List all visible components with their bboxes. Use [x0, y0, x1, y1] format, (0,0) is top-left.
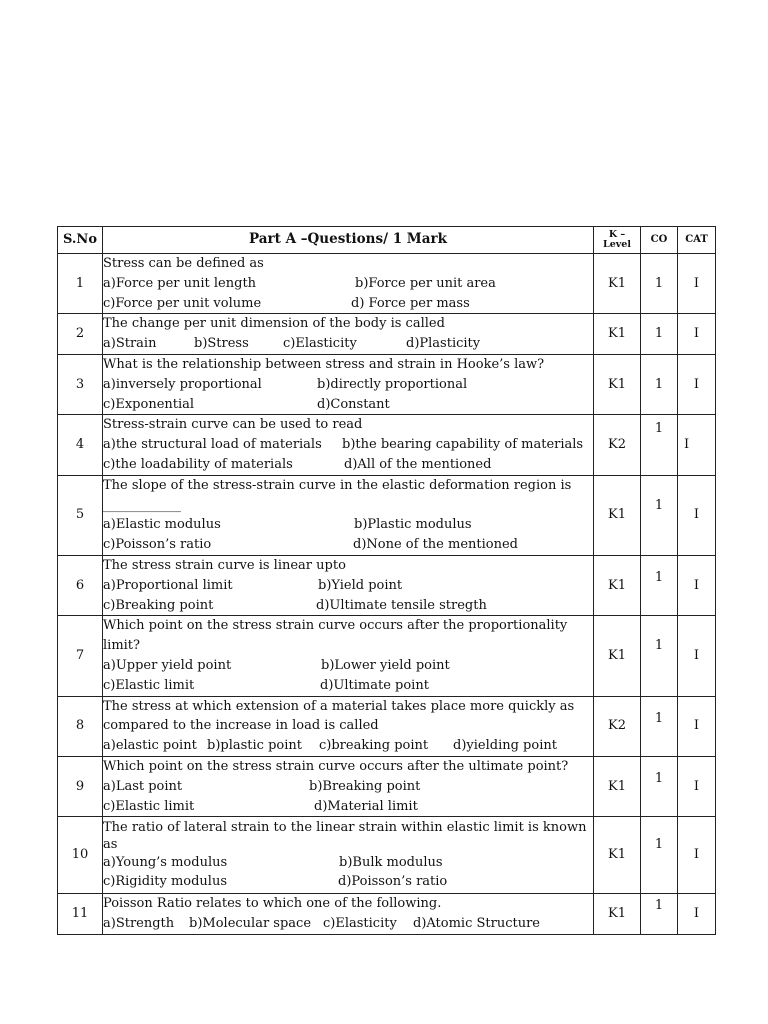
option-line [103, 576, 593, 596]
row-sno: 8 [58, 696, 103, 756]
header-sno: S.No [58, 227, 103, 254]
question-text: The slope of the stress-strain curve in the elastic deformation region is ____________ [103, 477, 572, 513]
option-d: d)None of the mentioned [353, 537, 518, 553]
row-k-level: K1 [594, 314, 641, 355]
row-cat: I [678, 756, 716, 816]
option-a: a)Proportional limit [103, 577, 233, 593]
option-b: b)directly proportional [317, 376, 468, 392]
row-co: 1 [641, 555, 678, 615]
row-cat: I [678, 616, 716, 696]
option-d: d)Plasticity [406, 336, 481, 352]
table-row [58, 475, 716, 555]
row-co: 1 [641, 756, 678, 816]
option-a: a)Upper yield point [103, 657, 232, 673]
table-row [58, 354, 716, 414]
row-cat: I [678, 415, 716, 475]
question-text: Stress can be defined as [103, 256, 264, 271]
option-d: d) Force per mass [351, 295, 470, 311]
option-a: a)Last point [103, 778, 183, 794]
row-co: 1 [641, 254, 678, 314]
option-line [103, 375, 593, 395]
row-k-level: K1 [594, 817, 641, 894]
option-d: d)yielding point [453, 738, 557, 754]
row-question-cell [103, 756, 594, 816]
option-line [103, 395, 593, 415]
table-row [58, 415, 716, 475]
question-text: The change per unit dimension of the body is called [103, 316, 445, 332]
row-k-level: K1 [594, 894, 641, 935]
row-question-cell [103, 616, 594, 696]
option-c: c)breaking point [319, 738, 429, 754]
option-line [103, 455, 593, 475]
option-line [103, 736, 593, 756]
option-c: c)Exponential [103, 396, 195, 412]
row-cat: I [678, 254, 716, 314]
row-sno: 9 [58, 756, 103, 816]
row-co: 1 [641, 817, 678, 894]
row-co: 1 [641, 415, 678, 475]
option-c: c)Elastic limit [103, 798, 195, 814]
option-a: a)Young’s modulus [103, 854, 228, 870]
row-cat: I [678, 354, 716, 414]
option-line [103, 853, 593, 873]
question-text: Stress-strain curve can be used to read [103, 417, 363, 433]
row-sno: 2 [58, 314, 103, 355]
row-question-cell [103, 817, 594, 894]
question-text: What is the relationship between stress and strain in Hooke’s law? [103, 356, 545, 372]
row-cat: I [678, 475, 716, 555]
option-b: b)Breaking point [309, 778, 421, 794]
row-cat: I [678, 555, 716, 615]
table-row [58, 696, 716, 756]
option-c: c)Force per unit volume [103, 295, 262, 311]
option-b: b)Stress [194, 336, 249, 352]
row-k-level: K2 [594, 696, 641, 756]
row-sno: 1 [58, 254, 103, 314]
option-d: d)Ultimate point [320, 677, 429, 693]
table-row [58, 817, 716, 894]
row-sno: 4 [58, 415, 103, 475]
question-text: Which point on the stress strain curve occurs after the ultimate point? [103, 758, 569, 774]
option-b: b)the bearing capability of materials [342, 437, 584, 453]
option-a: a)elastic point [103, 738, 197, 754]
question-text: The stress strain curve is linear upto [103, 557, 346, 573]
option-b: b)Bulk modulus [339, 854, 443, 870]
row-co: 1 [641, 894, 678, 935]
row-k-level: K2 [594, 415, 641, 475]
option-line [103, 515, 593, 535]
option-line [103, 872, 593, 892]
table-row [58, 555, 716, 615]
option-line [103, 274, 593, 294]
row-cat: I [678, 696, 716, 756]
option-d: d)Constant [317, 396, 390, 412]
option-a: a)Force per unit length [103, 275, 257, 291]
option-c: c)Elasticity [283, 336, 357, 352]
row-question-cell [103, 894, 594, 935]
row-question-cell [103, 696, 594, 756]
row-sno: 7 [58, 616, 103, 696]
option-a: a)Strain [103, 336, 157, 352]
row-question-cell [103, 415, 594, 475]
table-row [58, 756, 716, 816]
option-b: b)Yield point [318, 577, 403, 593]
option-d: d)All of the mentioned [344, 456, 492, 472]
row-co: 1 [641, 475, 678, 555]
option-d: d)Atomic Structure [413, 916, 541, 932]
option-line [103, 334, 593, 354]
option-b: b)Force per unit area [355, 275, 496, 291]
option-c: c)Breaking point [103, 597, 214, 613]
row-k-level: K1 [594, 475, 641, 555]
header-co: CO [641, 227, 678, 254]
row-cat: I [678, 314, 716, 355]
option-line [103, 435, 593, 455]
row-co: 1 [641, 314, 678, 355]
row-question-cell [103, 354, 594, 414]
question-text: Poisson Ratio relates to which one of the following. [103, 896, 442, 912]
option-d: d)Poisson’s ratio [338, 874, 448, 890]
option-line [103, 656, 593, 676]
option-c: c)Elasticity [323, 916, 397, 932]
row-question-cell [103, 314, 594, 355]
table-row [58, 314, 716, 355]
option-d: d)Material limit [314, 798, 418, 814]
option-line [103, 596, 593, 616]
option-line [103, 797, 593, 817]
option-line [103, 676, 593, 696]
row-sno: 5 [58, 475, 103, 555]
row-sno: 6 [58, 555, 103, 615]
header-k-level-line2: Level [603, 239, 631, 250]
table-header-row [58, 227, 716, 254]
row-sno: 3 [58, 354, 103, 414]
option-b: b)Molecular space [189, 916, 312, 932]
table-row [58, 894, 716, 935]
row-cat: I [678, 894, 716, 935]
option-line [103, 777, 593, 797]
option-a: a)Elastic modulus [103, 517, 221, 533]
header-k-level-line1: K – [608, 229, 626, 240]
row-k-level: K1 [594, 354, 641, 414]
row-sno: 10 [58, 817, 103, 894]
row-k-level: K1 [594, 254, 641, 314]
option-line [103, 294, 593, 314]
option-line [103, 535, 593, 555]
option-c: c)Poisson’s ratio [103, 537, 212, 553]
question-text: Which point on the stress strain curve occurs after the proportionality limit? [103, 618, 568, 654]
header-question: Part A –Questions/ 1 Mark [103, 227, 594, 254]
option-a: a)the structural load of materials [103, 437, 322, 453]
row-co: 1 [641, 616, 678, 696]
header-cat: CAT [678, 227, 716, 254]
table-row [58, 616, 716, 696]
option-line [103, 914, 593, 934]
row-cat: I [678, 817, 716, 894]
row-co: 1 [641, 696, 678, 756]
option-a: a)inversely proportional [103, 376, 262, 392]
option-b: b)plastic point [207, 738, 302, 754]
option-b: b)Plastic modulus [354, 517, 472, 533]
table-row [58, 254, 716, 314]
option-c: c)Elastic limit [103, 677, 195, 693]
question-table [57, 226, 716, 935]
option-d: d)Ultimate tensile stregth [316, 597, 487, 613]
option-c: c)the loadability of materials [103, 456, 293, 472]
row-sno: 11 [58, 894, 103, 935]
row-question-cell [103, 555, 594, 615]
option-c: c)Rigidity modulus [103, 874, 228, 890]
row-k-level: K1 [594, 555, 641, 615]
row-question-cell [103, 475, 594, 555]
option-b: b)Lower yield point [321, 657, 450, 673]
row-k-level: K1 [594, 616, 641, 696]
row-question-cell [103, 254, 594, 314]
row-k-level: K1 [594, 756, 641, 816]
option-a: a)Strength [103, 916, 175, 932]
row-co: 1 [641, 354, 678, 414]
question-text: The stress at which extension of a material takes place more quickly as compared to the increase in load is called [103, 698, 575, 734]
question-text: The ratio of lateral strain to the linear strain within elastic limit is known as [103, 819, 587, 852]
header-k-level [594, 227, 641, 254]
